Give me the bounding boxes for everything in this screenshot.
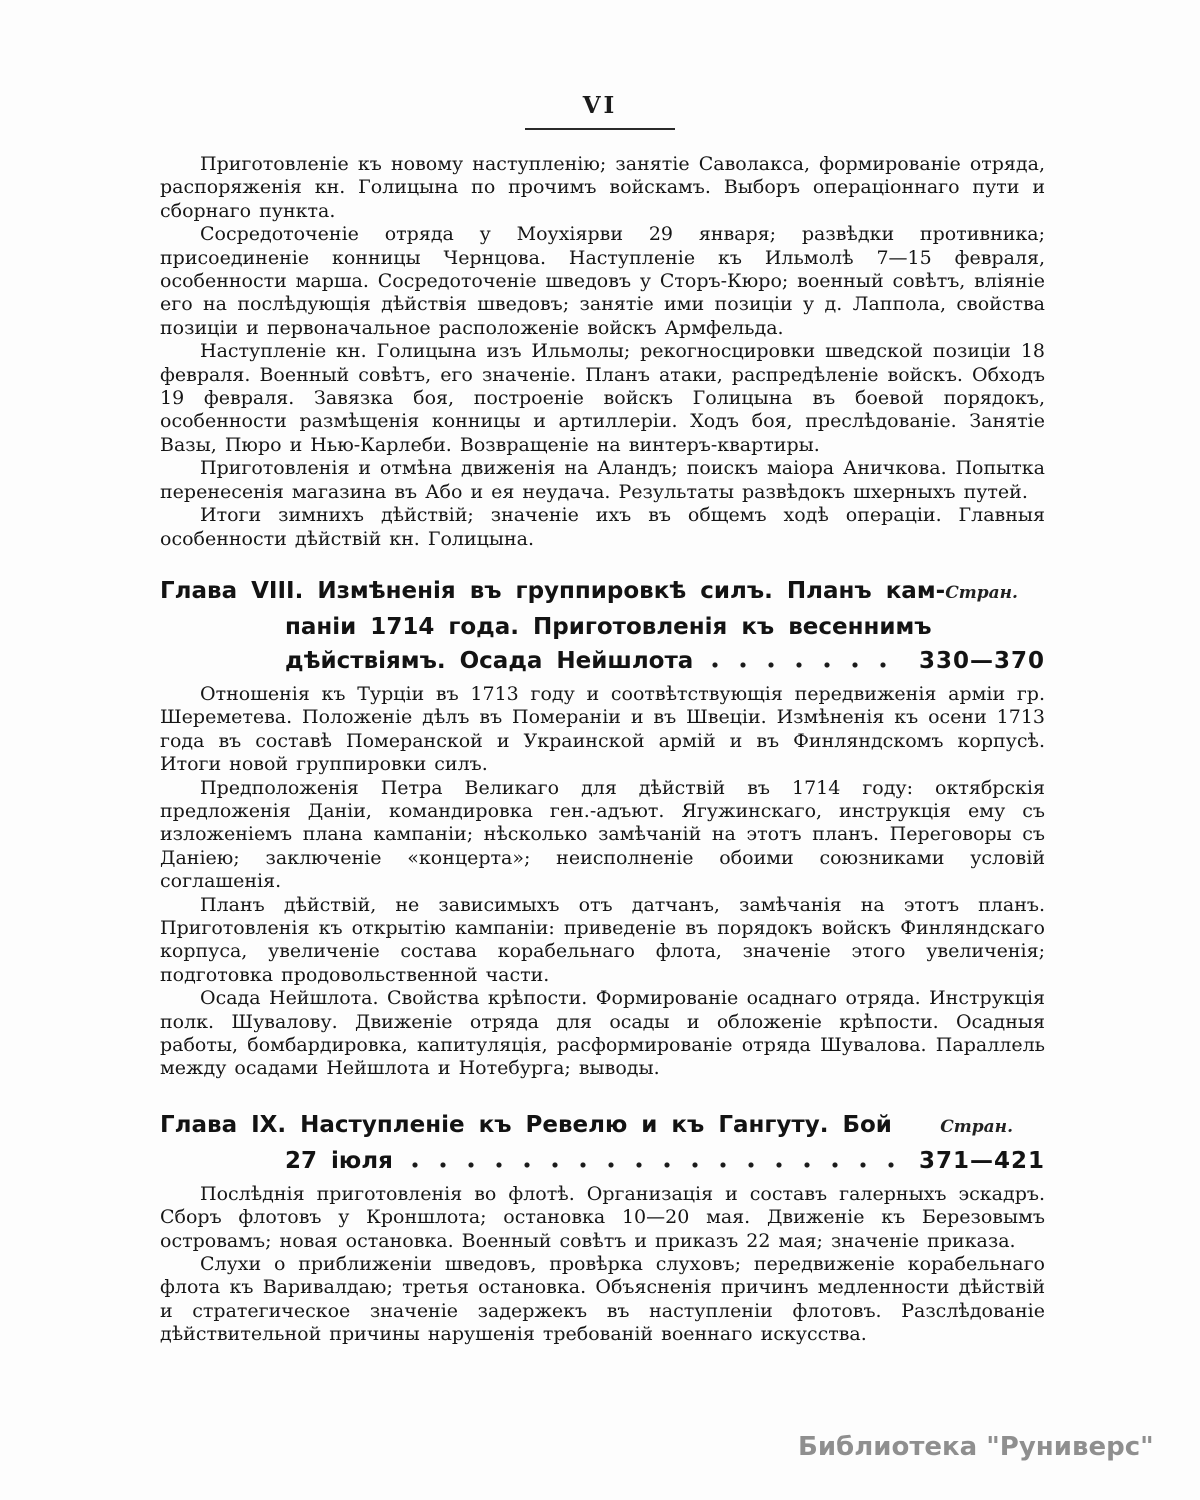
chapter-viii-section — [160, 574, 1045, 1081]
chapter-ix-section — [160, 1108, 1045, 1347]
page-header — [0, 0, 1200, 130]
toc-paragraph: Планъ дѣйствій, не зависимыхъ отъ датчанъ, замѣчанія на этотъ планъ. Приготовленія къ открытію кампаніи: приведеніе въ порядокъ войскъ Финляндскаго корпуса, увеличеніе состава корабельнаго флота, значеніе этого увеличенія; подготовка продовольственной части. — [160, 893, 1045, 986]
dot-leader — [711, 660, 905, 670]
chapter-viii-page-range: 330—370 — [918, 647, 1045, 674]
toc-paragraph: Сосредоточеніе отряда у Моухіярви 29 января; развѣдки противника; присоединеніе конницы Чернцова. Наступленіе къ Ильмолѣ 7—15 февраля, особенности марша. Сосредоточеніе шведовъ у Сторъ-Кюро; военный совѣтъ, вліяніе его на послѣдующія дѣйствія шведовъ; занятіе ими позиціи у д. Лаппола, свойства позиціи и первоначальное расположеніе войскъ Армфельда. — [160, 223, 1045, 339]
toc-paragraph: Наступленіе кн. Голицына изъ Ильмолы; рекогносцировки шведской позиціи 18 февраля. Военный совѣтъ, его значеніе. Планъ атаки, распредѣленіе войскъ. Обходъ 19 февраля. Завязка боя, построеніе войскъ Голицына въ боевой порядокъ, особенности размѣщенія конницы и артиллеріи. Ходъ боя, преслѣдованіе. Занятіе Вазы, Пюро и Нью-Карлеби. Возвращеніе на винтеръ-квартиры. — [160, 340, 1045, 456]
toc-paragraph: Послѣднія приготовленія во флотѣ. Организація и составъ галерныхъ эскадръ. Сборъ флотовъ у Кроншлота; остановка 10—20 мая. Движеніе къ Березовымъ островамъ; новая остановка. Военный совѣтъ и приказъ 22 мая; значеніе приказа. — [160, 1182, 1045, 1252]
toc-paragraph: Предположенія Петра Великаго для дѣйствій въ 1714 году: октябрскія предложенія Даніи, командировка ген.-адъют. Ягужинскаго, инструкція ему съ изложеніемъ плана кампаніи; нѣсколько замѣчаній на этотъ планъ. Переговоры съ Даніею; заключеніе «концерта»; неисполненіе обоими союзниками условій соглашенія. — [160, 776, 1045, 893]
toc-paragraph: Приготовленія и отмѣна движенія на Аландъ; поискъ маіора Аничкова. Попытка перенесенія магазина въ Або и ея неудача. Результаты развѣдокъ шхерныхъ путей. — [160, 457, 1045, 503]
header-rule — [525, 128, 675, 130]
table-of-contents — [160, 153, 1045, 1347]
chapter-ix-heading-line1: Глава IX. Наступленіе къ Ревелю и къ Гангуту. Бой — [160, 1111, 892, 1138]
toc-paragraph: Приготовленіе къ новому наступленію; занятіе Саволакса, формированіе отряда, распоряженія кн. Голицына по прочимъ войскамъ. Выборъ операціоннаго пути и сборнаго пункта. — [160, 153, 1045, 222]
pages-column-label: Стран. — [940, 1116, 1013, 1137]
chapter-ix-page-range: 371—421 — [918, 1147, 1045, 1174]
toc-paragraph: Слухи о приближеніи шведовъ, провѣрка слуховъ; передвиженіе корабельнаго флота къ Варивалдаю; третья остановка. Объясненія причинъ медленности дѣйствій и стратегическое значеніе задержекъ въ наступленіи флотовъ. Разслѣдованіе дѣйствительной причины нарушенія требованій военнаго искусства. — [160, 1253, 1045, 1346]
chapter-ix-heading — [160, 1108, 1045, 1178]
library-watermark: Библиотека "Руниверс" — [798, 1432, 1154, 1462]
chapter-ix-heading-line2: 27 іюля — [285, 1147, 393, 1174]
chapter-viii-heading-line1: Глава VIII. Измѣненія въ группировкѣ силъ. Планъ кам- — [160, 577, 946, 604]
chapter-viii-heading-line2: паніи 1714 года. Приготовленія къ весеннимъ — [285, 613, 932, 640]
chapter-viii-heading-line3: дѣйствіямъ. Осада Нейшлота — [285, 647, 694, 674]
toc-paragraph: Осада Нейшлота. Свойства крѣпости. Формированіе осаднаго отряда. Инструкція полк. Шувалову. Движеніе отряда для осады и обложеніе крѣпости. Осадныя работы, бомбардировка, капитуляція, расформированіе отряда Шувалова. Параллель между осадами Нейшлота и Нотебурга; выводы. — [160, 987, 1045, 1080]
toc-paragraph: Отношенія къ Турціи въ 1713 году и соотвѣтствующія передвиженія арміи гр. Шереметева. Положеніе дѣлъ въ Помераніи и въ Швеціи. Измѣненія къ осени 1713 года въ составѣ Померанской и Украинской армій и въ Финляндскомъ корпусѣ. Итоги новой группировки силъ. — [160, 682, 1045, 776]
toc-paragraph: Итоги зимнихъ дѣйствій; значеніе ихъ въ общемъ ходѣ операціи. Главныя особенности дѣйствій кн. Голицына. — [160, 504, 1045, 550]
dot-leader — [411, 1160, 905, 1170]
chapter-viii-heading — [160, 574, 1045, 678]
page-number: VI — [582, 92, 618, 119]
pages-column-label: Стран. — [945, 582, 1018, 603]
